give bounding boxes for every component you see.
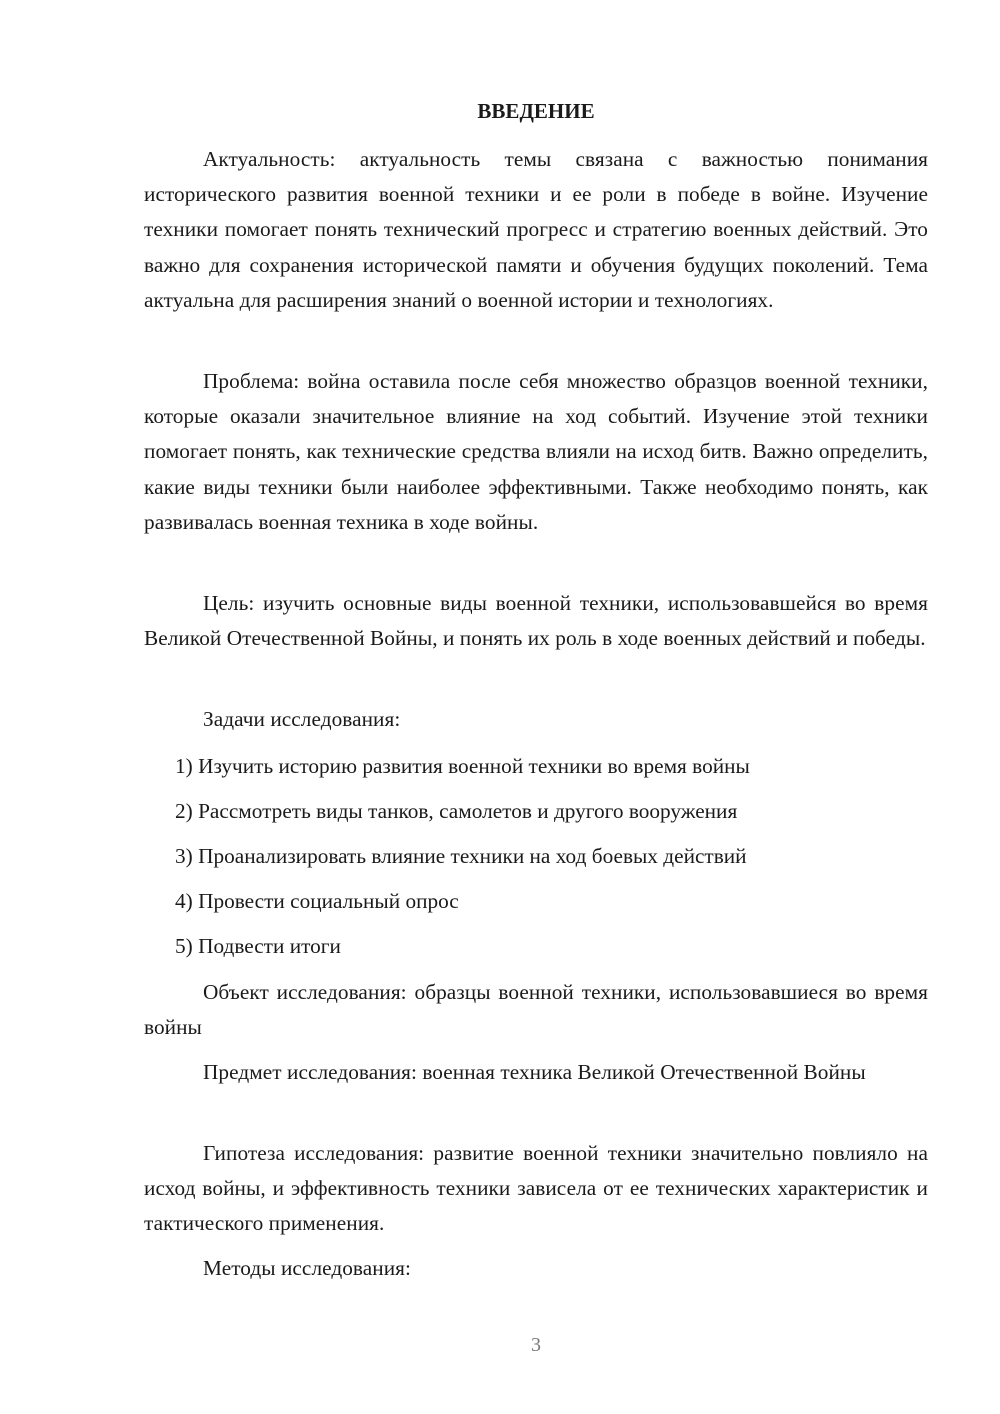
- hypothesis-paragraph: Гипотеза исследования: развитие военной техники значительно повлияло на исход войны, и эффективность техники зависела от ее технических характеристик и тактического применения.: [144, 1141, 928, 1236]
- task-item-2: 2) Рассмотреть виды танков, самолетов и другого вооружения: [175, 799, 738, 823]
- subject-paragraph: Предмет исследования: военная техника Великой Отечественной Войны: [203, 1060, 866, 1084]
- task-item-5: 5) Подвести итоги: [175, 934, 341, 958]
- relevance-paragraph: Актуальность: актуальность темы связана с важностью понимания исторического развития военной техники и ее роли в победе в войне. Изучение техники помогает понять технический прогресс и стратегию военных действий. Это важно для сохранения исторической памяти и обучения будущих поколений. Тема актуальна для расширения знаний о военной истории и технологиях.: [144, 147, 928, 312]
- page-number: 3: [531, 1334, 541, 1356]
- methods-heading: Методы исследования:: [203, 1256, 411, 1280]
- page-title: ВВЕДЕНИЕ: [477, 99, 595, 123]
- task-item-1: 1) Изучить историю развития военной техники во время войны: [175, 754, 750, 778]
- object-paragraph: Объект исследования: образцы военной техники, использовавшиеся во время войны: [144, 980, 928, 1040]
- task-item-4: 4) Провести социальный опрос: [175, 889, 459, 913]
- task-item-3: 3) Проанализировать влияние техники на ход боевых действий: [175, 844, 747, 868]
- problem-paragraph: Проблема: война оставила после себя множество образцов военной техники, которые оказали значительное влияние на ход событий. Изучение этой техники помогает понять, как технические средства влияли на исход битв. Важно определить, какие виды техники были наиболее эффективными. Также необходимо понять, как развивалась военная техника в ходе войны.: [144, 369, 928, 534]
- tasks-heading: Задачи исследования:: [203, 707, 401, 731]
- goal-paragraph: Цель: изучить основные виды военной техники, использовавшейся во время Великой Отечественной Войны, и понять их роль в ходе военных действий и победы.: [144, 591, 928, 651]
